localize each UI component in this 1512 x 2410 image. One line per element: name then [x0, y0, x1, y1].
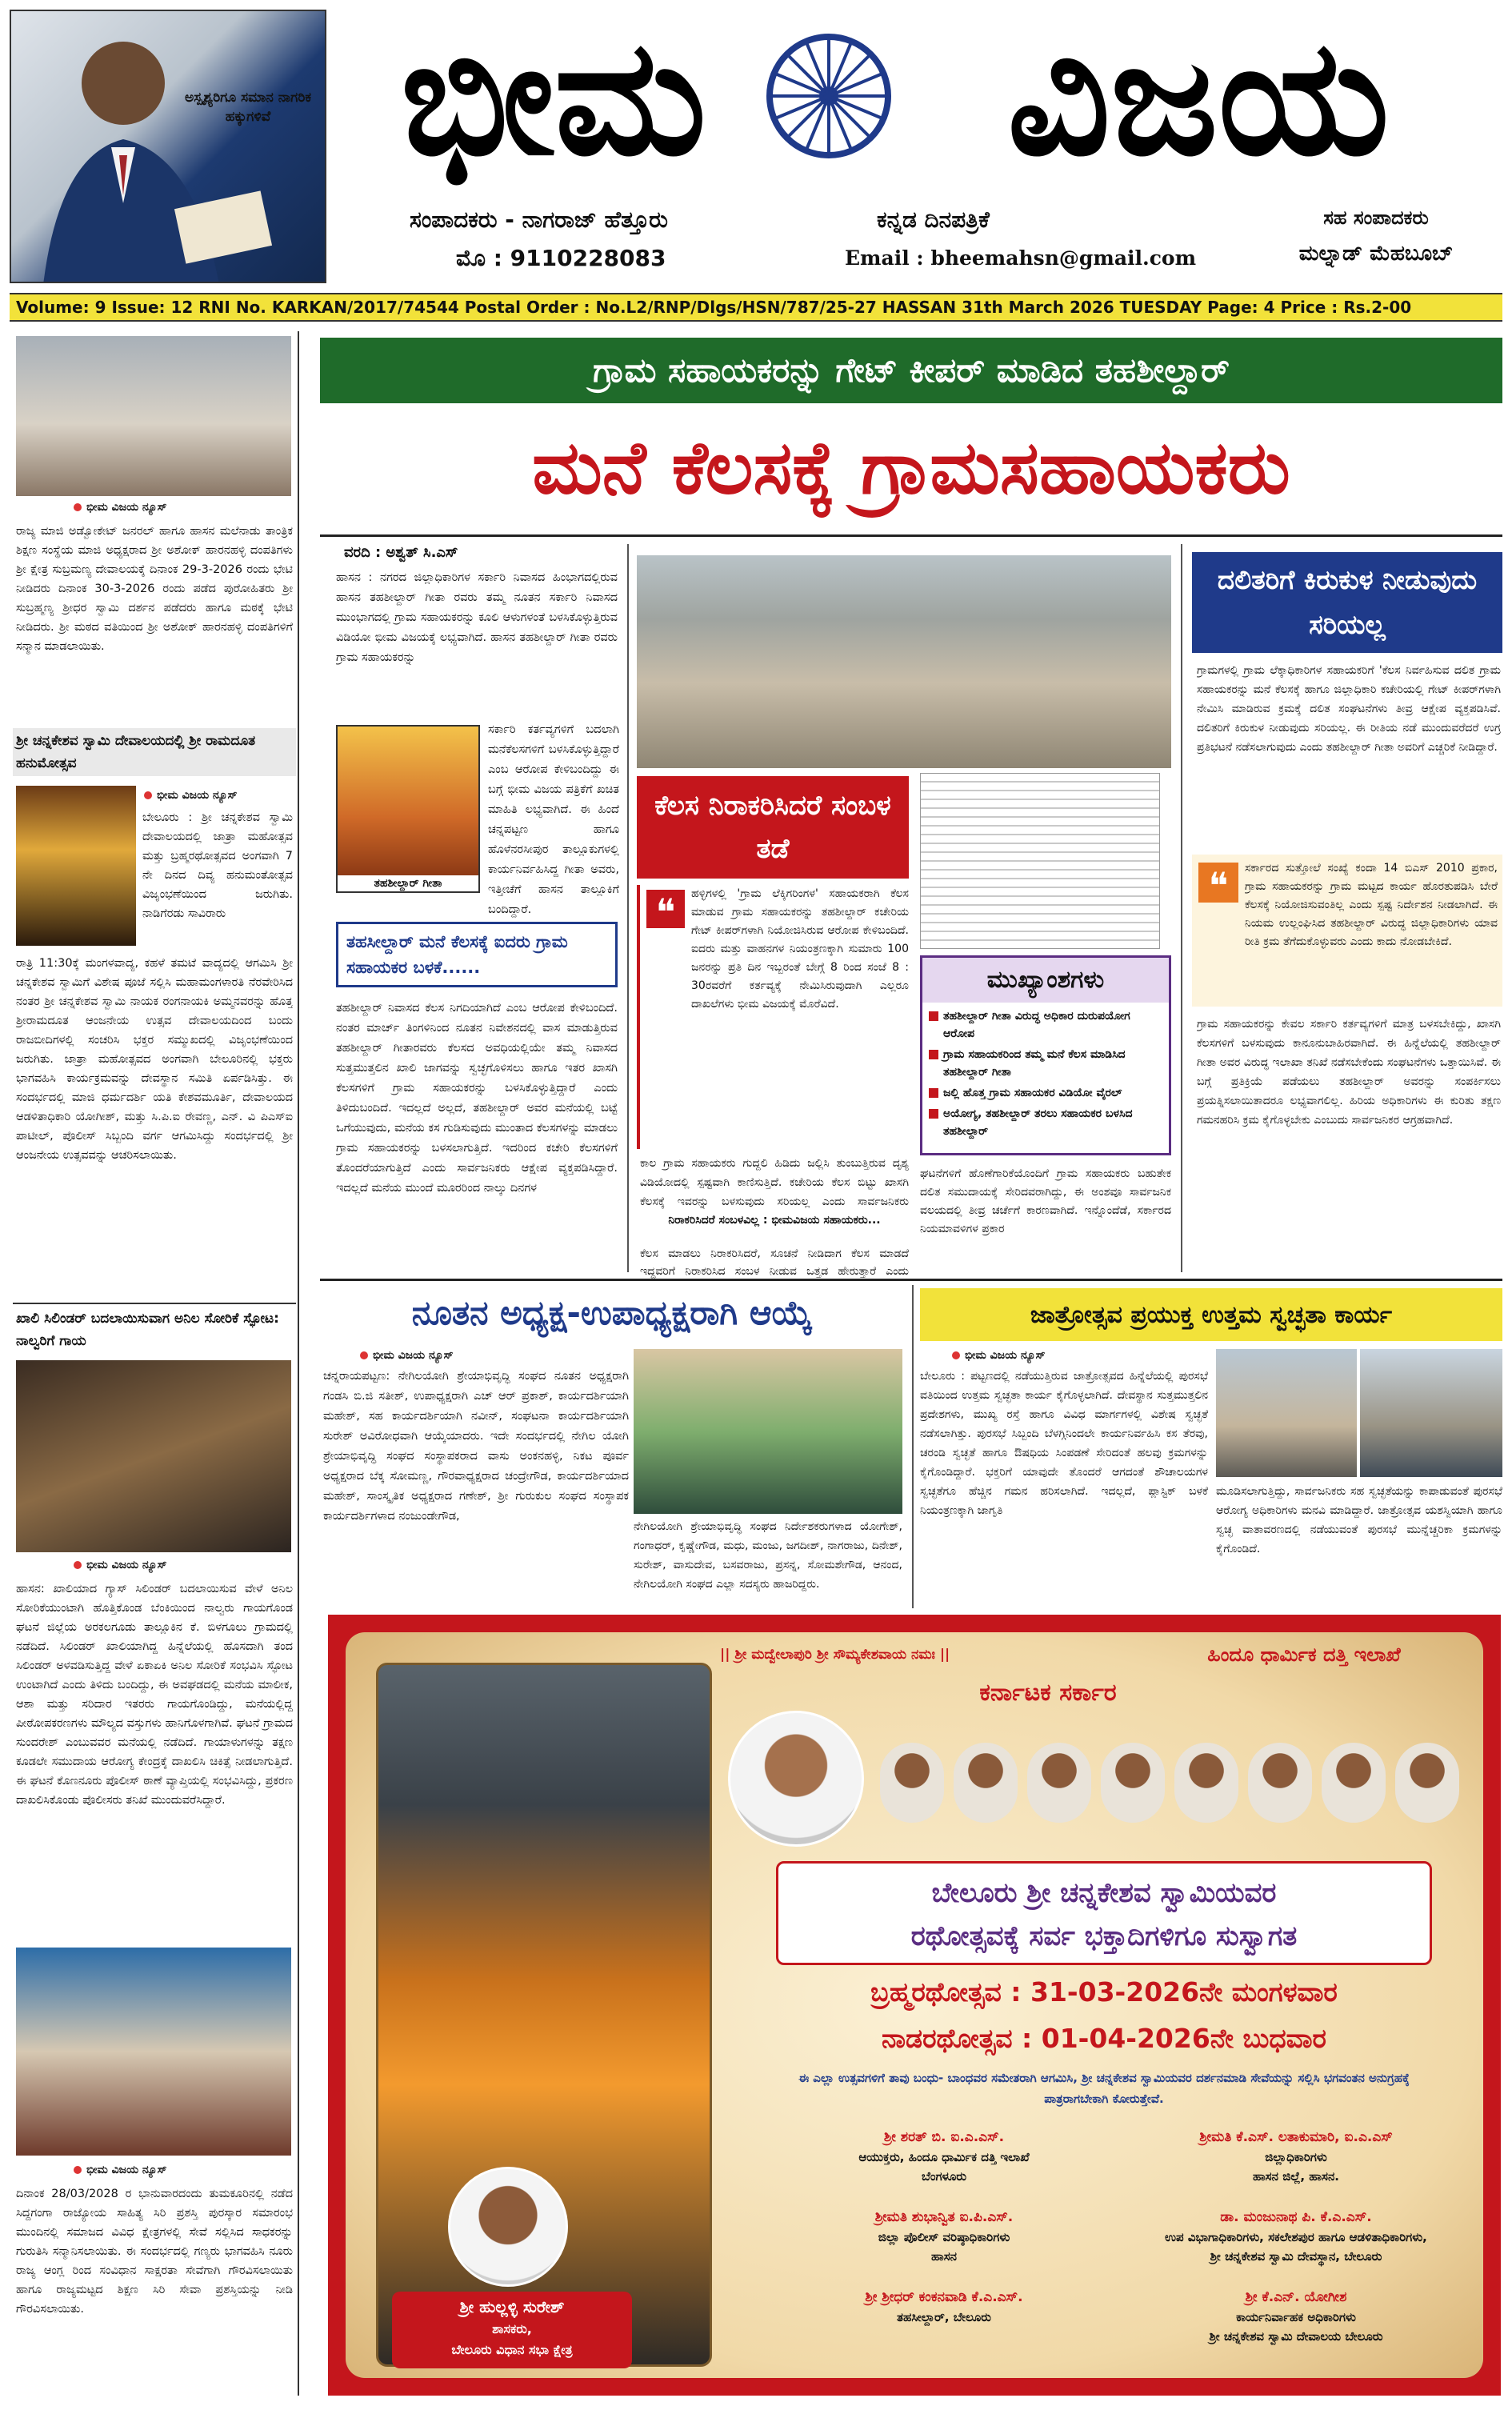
mla-name: ಶ್ರೀ ಹುಲ್ಲಳ್ಳಿ ಸುರೇಶ್	[459, 2297, 565, 2316]
lead-sub-box-text: ತಹಸೀಲ್ದಾರ್ ಮನೆ ಕೆಲಸಕ್ಕೆ ಐದರು ಗ್ರಾಮ ಸಹಾಯಕರ ಬಳಕೆ......	[346, 932, 568, 977]
left-story2-intro: ಬೇಲೂರು : ಶ್ರೀ ಚನ್ನಕೇಶವ ಸ್ವಾಮಿ ದೇವಾಲಯದಲ್ಲಿ ಜಾತ್ರಾ ಮಹೋತ್ಸವ ಮತ್ತು ಬ್ರಹ್ಮರಥೋತ್ಸವದ ಅಂಗವಾಗಿ 7 ನೇ ದಿನದ ದಿವ್ಯ ಹನುಮಂತೋತ್ಸವ ವಿಜೃಂಭಣೆಯಿಂದ ಜರುಗಿತು. ನಾಡಿಗೆರಡು ಸಾವಿರಾರು	[142, 811, 293, 920]
news-dot-icon	[952, 1351, 960, 1359]
column-rule-1	[627, 544, 629, 1272]
official-2	[1128, 2127, 1464, 2186]
news-dot-icon	[74, 2166, 82, 2174]
co-editor-label: ಸಹ ಸಂಪಾದಕರು	[1323, 206, 1429, 229]
chief-minister-portrait	[728, 1711, 864, 1847]
right-text: ಗ್ರಾಮಗಳಲ್ಲಿ ಗ್ರಾಮ ಲೆಕ್ಕಾಧಿಕಾರಿಗಳ ಸಹಾಯಕರಿಗೆ 'ಕೆಲಸ ನಿರ್ವಹಿಸುವ ದಲಿತ ಗ್ರಾಮ ಸಹಾಯಕರನ್ನು ಮನೆ ಕೆಲಸಕ್ಕೆ ಹಾಗೂ ಜಿಲ್ಲಾಧಿಕಾರಿ ಕಚೇರಿಯಲ್ಲಿ ಗೇಟ್ ಕೀಪರ್‌ಗಳಾಗಿ ನೇಮಿಸಿ ಮಾಡಿರುವ ಕ್ರಮಕ್ಕೆ ದಲಿತ ಸಂಘಟನೆಗಳು ತೀವ್ರ ಆಕ್ಷೇಪ ವ್ಯಕ್ತಪಡಿಸಿವೆ. ದಲಿತರಿಗೆ ಕಿರುಕುಳ ನೀಡುವುದು ಸರಿಯಲ್ಲ. ಈ ರೀತಿಯ ನಡೆ ಮುಂದುವರೆದರೆ ಉಗ್ರ ಪ್ರತಿಭಟನೆ ನಡೆಸಲಾಗುವುದು ಎಂದು ತಹಶೀಲ್ದಾರ್ ಗೀತಾ ಅವರಿಗೆ ಎಚ್ಚರಿಕೆ ನೀಡಿದ್ದಾರೆ.	[1197, 664, 1501, 754]
workers-video-photo	[637, 555, 1171, 768]
minister-portrait	[1174, 1743, 1238, 1823]
official-place: ಬೆಂಗಳೂರು	[921, 2169, 967, 2184]
official-5	[776, 2287, 1112, 2327]
dalit-box	[1192, 552, 1502, 653]
lead-byline: ವರದಿ : ಅಶ್ವತ್ ಸಿ.ಎಸ್	[344, 544, 458, 561]
news-tag-label: ಭೀಮ ವಿಜಯ ನ್ಯೂಸ್	[86, 1559, 167, 1571]
official-place: ಶ್ರೀ ಚನ್ನಕೇಶವ ಸ್ವಾಮಿ ದೇವಸ್ಥಾನ, ಬೇಲೂರು	[1210, 2249, 1382, 2264]
lead-intro: ಹಾಸನ : ನಗರದ ಜಿಲ್ಲಾಧಿಕಾರಿಗಳ ಸರ್ಕಾರಿ ನಿವಾಸದ ಹಿಂಭಾಗದಲ್ಲಿರುವ ಹಾಸನ ತಹಶೀಲ್ದಾರ್ ಗೀತಾ ರವರು ತಮ್ಮ ನೂತನ ಸರ್ಕಾರಿ ನಿವಾಸದ ಮುಂಭಾಗದಲ್ಲಿ ಗ್ರಾಮ ಸಹಾಯಕರನ್ನು ಕೂಲಿ ಆಳುಗಳಂತೆ ಬಳಸಿಕೊಳ್ಳುತ್ತಿರುವ ವಿಡಿಯೋ ಭೀಮ ವಿಜಯಕ್ಕೆ ಲಭ್ಯವಾಗಿದೆ. ಹಾಸನ ತಹಶೀಲ್ದಾರ್ ಗೀತಾ ರವರು ಗ್ರಾಮ ಸಹಾಯಕರನ್ನು	[336, 571, 618, 664]
left-story1-text: ರಾಜ್ಯ ಮಾಜಿ ಅಡ್ವೋಕೇಟ್ ಜನರಲ್ ಹಾಗೂ ಹಾಸನ ಮಲೆನಾಡು ತಾಂತ್ರಿಕ ಶಿಕ್ಷಣ ಸಂಸ್ಥೆಯ ಮಾಜಿ ಅಧ್ಯಕ್ಷರಾದ ಶ್ರೀ ಅಶೋಕ್ ಹಾರನಹಳ್ಳಿ ದಂಪತಿಗಳು ಶ್ರೀ ಕ್ಷೇತ್ರ ಸುಬ್ರಮಣ್ಯ ದೇವಾಲಯಕ್ಕೆ ದಿನಾಂಕ 29-3-2026 ರಂದು ಭೇಟಿ ನೀಡಿದರು ದಿನಾಂಕ 30-3-2026 ರಂದು ಪಡೆದ ಪುರೋಹಿತರು ಶ್ರೀ ಸುಬ್ರಹ್ಮಣ್ಯ ಶ್ರೀಧರ ಸ್ವಾಮಿ ದರ್ಶನ ಪಡೆದರು ಹಾಗೂ ಮಠಕ್ಕೆ ಭೇಟಿ ನೀಡಿದರು. ಶ್ರೀ ಮಠದ ವತಿಯಿಂದ ಶ್ರೀ ಅಶೋಕ್ ಹಾರನಹಳ್ಳಿ ದಂಪತಿಗಳಿಗೆ ಸನ್ಮಾನ ಮಾಡಲಾಯಿತು.	[16, 525, 293, 653]
left-story3-text: ಹಾಸನ: ಖಾಲಿಯಾದ ಗ್ಯಾಸ್ ಸಿಲಿಂಡರ್ ಬದಲಾಯಿಸುವ ವೇಳೆ ಅನಿಲ ಸೋರಿಕೆಯುಂಟಾಗಿ ಹೊತ್ತಿಕೊಂಡ ಬೆಂಕಿಯಿಂದ ನಾಲ್ವರು ಗಾಯಗೊಂಡ ಘಟನೆ ಜಿಲ್ಲೆಯ ಅರಕಲಗೂಡು ತಾಲ್ಲೂಕಿನ ಕೆ. ಬಿಳಗೂಲು ಗ್ರಾಮದಲ್ಲಿ ನಡೆದಿದೆ. ಸಿಲಿಂಡರ್ ಖಾಲಿಯಾಗಿದ್ದ ಹಿನ್ನೆಲೆಯಲ್ಲಿ ಹೊಸದಾಗಿ ತಂದ ಸಿಲಿಂಡರ್ ಅಳವಡಿಸುತ್ತಿದ್ದ ವೇಳೆ ಏಕಾಏಕಿ ಅನಿಲ ಸೋರಿಕೆ ಸಂಭವಿಸಿ ಸ್ಫೋಟ ಉಂಟಾಗಿದೆ ಎಂದು ತಿಳಿದು ಬಂದಿದ್ದು, ಈ ಅವಘಡದಲ್ಲಿ ಮನೆಯ ಮಾಲೀಕ, ಆಶಾ ಮತ್ತು ಸರಿದಾರ ಇತರರು ಗಾಯಗೊಂಡಿದ್ದು, ಮನೆಯಲ್ಲಿದ್ದ ಪೀಠೋಪಕರಣಗಳು ಮೌಲ್ಯದ ವಸ್ತುಗಳು ಹಾನಿಗೊಳಗಾಗಿವೆ. ಘಟನೆ ಗ್ರಾಮದ ಸುಂದರೇಶ್ ಎಂಬುವವರ ಮನೆಯಲ್ಲಿ ನಡೆದಿದೆ. ಗಾಯಾಳುಗಳನ್ನು ತಕ್ಷಣ ಕೂಡಲೇ ಸಮುದಾಯ ಆರೋಗ್ಯ ಕೇಂದ್ರಕ್ಕೆ ದಾಖಲಿಸಿ ಚಿಕಿತ್ಸೆ ನೀಡಲಾಗುತ್ತಿದೆ. ಈ ಘಟನೆ ಕೊಣನೂರು ಪೊಲೀಸ್ ಠಾಣೆ ವ್ಯಾಪ್ತಿಯಲ್ಲಿ ಸಂಭವಿಸಿದ್ದು, ಪ್ರಕರಣ ದಾಖಲಿಸಿಕೊಂಡು ಪೊಲೀಸರು ತನಿಖೆ ಮುಂದುವರೆಸಿದ್ದಾರೆ.	[16, 1583, 293, 1807]
cylinder-blast-photo	[16, 1360, 291, 1552]
ad-department: ಹಿಂದೂ ಧಾರ್ಮಿಕ ದತ್ತಿ ಇಲಾಖೆ	[1207, 1643, 1401, 1666]
minister-portrait	[954, 1743, 1018, 1823]
official-role: ತಹಸೀಲ್ದಾರ್, ಬೇಲೂರು	[897, 2310, 991, 2324]
editor-line: ಸಂಪಾದಕರು - ನಾಗರಾಜ್ ಹೆತ್ತೂರು	[410, 206, 668, 233]
election-group-photo	[634, 1349, 902, 1514]
highlights-box	[920, 955, 1171, 1155]
mid-right-headline: ಜಾತ್ರೋತ್ಸವ ಪ್ರಯುಕ್ತ ಉತ್ತಮ ಸ್ವಚ್ಛತಾ ಕಾರ್ಯ	[1030, 1300, 1393, 1329]
official-name: ಶ್ರೀಮತಿ ಶುಭಾನ್ವಿತ ಐ.ಪಿ.ಎಸ್.	[874, 2209, 1014, 2225]
official-role: ಉಪ ವಿಭಾಗಾಧಿಕಾರಿಗಳು, ಸಕಲೇಶಪುರ ಹಾಗೂ ಆಡಳಿತಾಧಿಕಾರಿಗಳು,	[1165, 2230, 1427, 2244]
temple-ad	[328, 1615, 1501, 2396]
official-role: ಆಯುಕ್ತರು, ಹಿಂದೂ ಧಾರ್ಮಿಕ ದತ್ತಿ ಇಲಾಖೆ	[858, 2150, 1030, 2164]
minister-portrait	[880, 1743, 944, 1823]
cleanliness-photo-1	[1216, 1349, 1357, 1477]
ambedkar-portrait	[10, 10, 326, 283]
ad-welcome-box	[776, 1861, 1432, 1965]
left-story3-headline: ಖಾಲಿ ಸಿಲಿಂಡರ್ ಬದಲಾಯಿಸುವಾಗ ಅನಿಲ ಸೋರಿಕೆ ಸ್ಫೋಟ: ನಾಲ್ವರಿಗೆ ಗಾಯ	[13, 1303, 296, 1355]
official-3	[776, 2207, 1112, 2266]
left-story4-text: ದಿನಾಂಕ 28/03/2028 ರ ಭಾನುವಾರದಂದು ತುಮಕೂರಿನಲ್ಲಿ ನಡೆದ ಸಿದ್ದಗಂಗಾ ರಾಜ್ಯೋಯ ಸಾಹಿತ್ಯ ಸಿರಿ ಪ್ರಶಸ್ತಿ ಪುರಸ್ಕಾರ ಸಮಾರಂಭ ಮುಂದಿನಲ್ಲಿ ಸಮಾಜದ ವಿವಿಧ ಕ್ಷೇತ್ರಗಳಲ್ಲಿ ಸೇವೆ ಸಲ್ಲಿಸಿದ ಸಾಧಕರನ್ನು ಗುರುತಿಸಿ ಸನ್ಮಾನಿಸಲಾಯಿತು. ಈ ಸಂದರ್ಭದಲ್ಲಿ ಗಣ್ಯರು ಭಾಗವಹಿಸಿ ನೂರು ರಾಜ್ಯ ಆಂಗ್ಲ ರಿಂದ ಸಂವಿಧಾನ ಸಾಕ್ಷರತಾ ಸೇವೆಗಾಗಿ ಗೌರವಿಸಲಾಯಿತು ಹಾಗೂ ರಾಜ್ಯಮಟ್ಟದ ಶಿಕ್ಷಣ ಸಿರಿ ಸೇವಾ ಪ್ರಶಸ್ತಿಯನ್ನು ನೀಡಿ ಗೌರವಿಸಲಾಯಿತು.	[16, 2188, 293, 2316]
ad-invocation: || ಶ್ರೀ ಮದ್ವೇಲಾಪುರಿ ಶ್ರೀ ಸೌಮ್ಯಕೇಶವಾಯ ನಮಃ ||	[720, 1647, 950, 1663]
work-refusal-box	[637, 776, 909, 879]
quote-text: ಹಳ್ಳಿಗಳಲ್ಲಿ 'ಗ್ರಾಮ ಲೆಕ್ಕಿಗರಿಂಗಳ' ಸಹಾಯಕರಾಗಿ ಕೆಲಸ ಮಾಡುವ ಗ್ರಾಮ ಸಹಾಯಕರನ್ನು ತಹಶೀಲ್ದಾರ್ ಕಚೇರಿಯ ಗೇಟ್ ಕೀಪರ್‌ಗಳಾಗಿ ನಿಯೋಜಿಸಿರುವ ಆರೋಪ ಕೇಳಿಬಂದಿದೆ. ಐದರು ಮತ್ತು ವಾಹನಗಳ ನಿಯಂತ್ರಣಕ್ಕಾಗಿ ಸುಮಾರು 100 ಜನರನ್ನು ಪ್ರತಿ ದಿನ ಇಬ್ಬರಂತೆ ಬೇಗ್ಗೆ 8 ರಿಂದ ಸಂಜೆ 8 : 30ರವರೆಗೆ ಕರ್ತವ್ಯಕ್ಕೆ ನೇಮಿಸಿರುವುದಾಗಿ ಎಲ್ಲರೂ ದಾಖಲೆಗಳು ಭೀಮ ವಿಜಯಕ್ಕೆ ಮೊರೆವಿದೆ.	[691, 887, 909, 1011]
news-dot-icon	[74, 503, 82, 511]
mla-caption	[392, 2292, 632, 2368]
mobile-number: ಮೊ : 9110228083	[456, 245, 666, 271]
highlights-after-text: ಘಟನೆಗಳಿಗೆ ಹೊಣೆಗಾರಿಕೆಯೊಂದಿಗೆ ಗ್ರಾಮ ಸಹಾಯಕರು ಬಹುತೇಕ ದಲಿತ ಸಮುದಾಯಕ್ಕೆ ಸೇರಿದವರಾಗಿದ್ದು, ಈ ಅಂಶವೂ ಸಾರ್ವಜನಿಕ ವಲಯದಲ್ಲಿ ತೀವ್ರ ಚರ್ಚೆಗೆ ಕಾರಣವಾಗಿದೆ. ಇನ್ನೊಂದೆಡೆ, ಸರ್ಕಾರದ ನಿಯಮಾವಳಿಗಳ ಪ್ರಕಾರ	[920, 1167, 1171, 1235]
left-column	[10, 331, 299, 2396]
lead-col-text: ಸರ್ಕಾರಿ ಕರ್ತವ್ಯಗಳಿಗೆ ಬದಲಾಗಿ ಮನೆಕೆಲಸಗಳಿಗೆ ಬಳಸಿಕೊಳ್ಳುತ್ತಿದ್ದಾರೆ ಎಂಬ ಆರೋಪ ಕೇಳಿಬಂದಿದ್ದು ಈ ಬಗ್ಗೆ ಭೀಮ ವಿಜಯ ಪತ್ರಿಕೆಗೆ ಖಚಿತ ಮಾಹಿತಿ ಲಭ್ಯವಾಗಿದೆ. ಈ ಹಿಂದೆ ಚನ್ನಪಟ್ಟಣ ಹಾಗೂ ಹೊಳೆನರಸೀಪುರ ತಾಲ್ಲೂಕುಗಳಲ್ಲಿ ಕಾರ್ಯನಿರ್ವಹಿಸಿದ್ದ ಗೀತಾ ಅವರು, ಇತ್ತೀಚೆಗೆ ಹಾಸನ ತಾಲ್ಲೂಕಿಗೆ ಬಂದಿದ್ದಾರೆ.	[488, 723, 619, 916]
quote-body: ಕಾಲ ಗ್ರಾಮ ಸಹಾಯಕರು ಗುದ್ದಲಿ ಹಿಡಿದು ಜಲ್ಲಿಸಿ ತುಂಬುತ್ತಿರುವ ದೃಶ್ಯ ವಿಡಿಯೋದಲ್ಲಿ ಸ್ಪಷ್ಟವಾಗಿ ಕಾಣಿಸುತ್ತಿದೆ. ಕಚೇರಿಯ ಕೆಲಸ ಬಿಟ್ಟು ಖಾಸಗಿ ಕೆಲಸಕ್ಕೆ ಇವರನ್ನು ಬಳಸುವುದು ಸರಿಯಲ್ಲ ಎಂದು ಸಾರ್ವಜನಿಕರು	[640, 1157, 909, 1208]
news-tag-label: ಭೀಮ ವಿಜಯ ನ್ಯೂಸ್	[86, 2164, 167, 2176]
email-line: Email : bheemahsn@gmail.com	[845, 246, 1197, 270]
tahsildar-photo	[336, 725, 480, 893]
quote-block	[637, 885, 909, 1149]
nadarathotsava-date: ನಾಡರಥೋತ್ಸವ : 01-04-2026ನೇ ಬುಧವಾರ	[882, 2023, 1326, 2054]
red-square-bullet-icon	[929, 1109, 938, 1119]
red-square-bullet-icon	[929, 1088, 938, 1098]
official-6	[1128, 2287, 1464, 2346]
minister-portraits-row	[880, 1743, 1472, 1831]
lead-kicker: ಗ್ರಾಮ ಸಹಾಯಕರನ್ನು ಗೇಟ್ ಕೀಪರ್ ಮಾಡಿದ ತಹಶೀಲ್ದಾರ್	[593, 350, 1230, 390]
left-story2-text: ರಾತ್ರಿ 11:30ಕ್ಕೆ ಮಂಗಳವಾದ್ಯ, ಕಹಳೆ ತಮಟೆ ವಾದ್ಯದಲ್ಲಿ ಆಗಮಿಸಿ ಶ್ರೀ ಚನ್ನಕೇಶವ ಸ್ವಾಮಿಗೆ ವಿಶೇಷ ಪೂಜೆ ಸಲ್ಲಿಸಿ ಮಹಾಮಂಗಳಾರತಿ ನೆರವೇರಿಸಿದ ನಂತರ ಶ್ರೀ ಚನ್ನಕೇಶವ ಸ್ವಾಮಿ ನಾಯಕ ರಂಗನಾಯಕಿ ಅಮ್ಮನವರನ್ನು ಹೊತ್ತ ಶ್ರೀರಾಮದೂತ ಆಂಜನೇಯ ಉತ್ಸವ ದೇವಾಲಯದಿಂದ ಬಂದು ರಾಜಬೀದಿಗಳಲ್ಲಿ ಸಂಚರಿಸಿ ಭಕ್ತರ ಸಮ್ಮುಖದಲ್ಲಿ ವಿಜೃಂಭಣೆಯಿಂದ ಜರುಗಿತು. ಜಾತ್ರಾ ಮಹೋತ್ಸವದ ಅಂಗವಾಗಿ ಬೇಲೂರಿನಲ್ಲಿ ಭಕ್ತರು ಭಾಗವಹಿಸಿ ಕಾರ್ಯಕ್ರಮವನ್ನು ದೇವಸ್ಥಾನ ಸಮಿತಿ ಏರ್ಪಡಿಸಿತ್ತು. ಈ ಸಂದರ್ಭದಲ್ಲಿ ಮಾಜಿ ಧರ್ಮದರ್ಶಿ ಯತಿ ಕೇಶವಮೂರ್ತಿ, ದೇವಾಲಯದ ಆಡಳಿತಾಧಿಕಾರಿ ಯೋಗೀಶ್, ಮತ್ತು ಸಿ.ಪಿ.ಐ ರೇವಣ್ಣ, ಎನ್. ವಿ ಪಿಎಸ್‌ಐ ಪಾಟೀಲ್, ಪೊಲೀಸ್ ಸಿಬ್ಬಂದಿ ವರ್ಗ ಆಗಮಿಸಿದ್ದು ಸಂದರ್ಭದಲ್ಲಿ ಶ್ರೀ ಆಂಜನೇಯ ಉತ್ಸವವನ್ನು ಆಚರಿಸಲಾಯಿತು.	[16, 957, 293, 1162]
ad-welcome-line2: ರಥೋತ್ಸವಕ್ಕೆ ಸರ್ವ ಭಕ್ತಾದಿಗಳಿಗೂ ಸುಸ್ವಾಗತ	[910, 1920, 1298, 1952]
minister-portrait	[1395, 1743, 1459, 1823]
left-story3-tag	[74, 1559, 167, 1571]
minister-portrait	[1248, 1743, 1312, 1823]
left-story2-headline: ಶ್ರೀ ಚನ್ನಕೇಶವ ಸ್ವಾಮಿ ದೇವಾಲಯದಲ್ಲಿ ಶ್ರೀ ರಾಮದೂತ ಹನುಮೋತ್ಸವ	[13, 728, 296, 776]
masthead	[0, 0, 1512, 288]
mid-left-text: ಚನ್ನರಾಯಪಟ್ಟಣ: ನೇಗಿಲಯೋಗಿ ಶ್ರೇಯಾಭಿವೃದ್ಧಿ ಸಂಘದ ನೂತನ ಅಧ್ಯಕ್ಷರಾಗಿ ಗಂಡಸಿ ಬಿ.ಜಿ ಸತೀಶ್, ಉಪಾಧ್ಯಕ್ಷರಾಗಿ ಎಚ್ ಆರ್ ಪ್ರಕಾಶ್, ಕಾರ್ಯದರ್ಶಿಯಾಗಿ ಮಹೇಶ್, ಸಹ ಕಾರ್ಯದರ್ಶಿಯಾಗಿ ನವೀನ್, ಸಂಘಟನಾ ಕಾರ್ಯದರ್ಶಿಯಾಗಿ ಸುರೇಶ್ ಅವಿರೋಧವಾಗಿ ಆಯ್ಕೆಯಾದರು. ಇದೇ ಸಂದರ್ಭದಲ್ಲಿ ನೇಗಿಲ ಯೋಗಿ ಶ್ರೇಯಾಭಿವೃದ್ಧಿ ಸಂಘದ ಸಂಸ್ಥಾಪಕರಾದ ವಾಸು ಅಂಕನಹಳ್ಳಿ, ನಿಕಟ ಪೂರ್ವ ಅಧ್ಯಕ್ಷರಾದ ಬೆಕ್ಕ ಸೋಮಣ್ಣ, ಗೌರವಾಧ್ಯಕ್ಷರಾದ ಚಂದ್ರೇಗೌಡ, ಕಾರ್ಯದರ್ಶಿಯಾದ ಮಹೇಶ್, ಸಾಂಸ್ಕೃತಿಕ ಅಧ್ಯಕ್ಷರಾದ ಗಣೇಶ್, ಶ್ರೀ ಗುರುಕುಲ ಸಂಘದ ಸಂಸ್ಥಾಪಕ ಕಾರ್ಯದರ್ಶಿಗಳಾದ ನಂಜುಂಡೇಗೌಡ,	[323, 1370, 629, 1523]
mla-portrait	[448, 2167, 568, 2287]
right-quote-text: ಸರ್ಕಾರದ ಸುತ್ತೋಲೆ ಸಂಖ್ಯೆ ಕಂದಾ 14 ಬಿಎಸ್‌ 2010 ಪ್ರಕಾರ, ಗ್ರಾಮ ಸಹಾಯಕರನ್ನು ಗ್ರಾಮ ಮಟ್ಟದ ಕಾರ್ಯ ಹೊರತುಪಡಿಸಿ ಬೇರೆ ಕೆಲಸಕ್ಕೆ ನಿಯೋಜಿಸುವಂತಿಲ್ಲ ಎಂದು ಸ್ಪಷ್ಟ ನಿರ್ದೇಶನ ನೀಡಲಾಗಿದೆ. ಈ ನಿಯಮ ಉಲ್ಲಂಘಿಸಿದ ತಹಶೀಲ್ದಾರ್ ವಿರುದ್ಧ ಜಿಲ್ಲಾಧಿಕಾರಿಗಳು ಯಾವ ರೀತಿ ಕ್ರಮ ತೆಗೆದುಕೊಳ್ಳುವರು ಎಂದು ಕಾದು ನೋಡಬೇಕಿದೆ.	[1245, 862, 1498, 948]
official-role: ಜಿಲ್ಲಾ ಪೊಲೀಸ್ ವರಿಷ್ಠಾಧಿಕಾರಿಗಳು	[878, 2230, 1010, 2244]
left-story2-tag	[144, 789, 238, 802]
temple-visit-photo	[16, 336, 291, 496]
co-editor-name: ಮಲ್ನಾಡ್ ಮೆಹಬೂಬ್	[1298, 242, 1454, 266]
mid-right-tag	[952, 1349, 1046, 1362]
portrait-caption: ಅಸ್ಪೃಶ್ಯರಿಗೂ ಸಮಾನ ನಾಗರಿಕ ಹಕ್ಕುಗಳಿವೆ	[185, 90, 311, 125]
masthead-title-left: ಭೀಮ	[400, 5, 707, 191]
highlight-item	[929, 1105, 1162, 1140]
document-scan-image	[920, 773, 1160, 949]
official-name: ಡಾ. ಮಂಜುನಾಥ ಪಿ. ಕೆ.ಎ.ಎಸ್.	[1220, 2209, 1372, 2225]
mid-left-tag	[360, 1349, 454, 1362]
highlight-text: ತಹಶೀಲ್ದಾರ್ ಗೀತಾ ವಿರುದ್ಧ ಅಧಿಕಾರ ದುರುಪಯೋಗ ಆರೋಪ	[943, 1010, 1130, 1040]
highlight-text: ಅಯೋಗ್ಯ, ತಹಶೀಲ್ದಾರ್ ತರಲು ಸಹಾಯಕರ ಬಳಸಿದ ತಹಶೀಲ್ದಾರ್	[943, 1107, 1133, 1138]
highlight-item	[929, 1046, 1162, 1081]
brahmarathotsava-date: ಬ್ರಹ್ಮರಥೋತ್ಸವ : 31-03-2026ನೇ ಮಂಗಳವಾರ	[870, 1976, 1338, 2008]
news-dot-icon	[360, 1351, 368, 1359]
quote-mark-icon: ❝	[646, 890, 685, 928]
info-bar	[10, 293, 1502, 322]
official-role: ಜಿಲ್ಲಾಧಿಕಾರಿಗಳು	[1265, 2150, 1327, 2164]
quote-mark-icon: ❝	[1198, 863, 1238, 903]
lead-sub-box	[336, 922, 618, 987]
mid-right-headline-box	[920, 1288, 1502, 1341]
mla-role: ಶಾಸಕರು,	[492, 2321, 532, 2336]
red-square-bullet-icon	[929, 1011, 938, 1021]
note-text: ಕೆಲಸ ಮಾಡಲು ನಿರಾಕರಿಸಿದರೆ, ಸೂಚನೆ ನೀಡಿದಾಗ ಕೆಲಸ ಮಾಡದೆ ಇದ್ದವರಿಗೆ ನಿರಾಕರಿಸಿದ ಸಂಬಳ ನೀಡುವ ಒತ್ತಡ ಹೇರುತ್ತಾರೆ ಎಂದು	[640, 1247, 909, 1278]
mid-left-text2: ನೇಗಿಲಯೋಗಿ ಶ್ರೇಯಾಭಿವೃದ್ಧಿ ಸಂಘದ ನಿರ್ದೇಶಕರುಗಳಾದ ಯೋಗೇಶ್, ಗಂಗಾಧರ್, ಕೃಷ್ಣೇಗೌಡ, ಮಧು, ಮಂಜು, ಜಗದೀಶ್, ನಾಗರಾಜು, ದಿನೇಶ್, ಸುರೇಶ್, ವಾಸುದೇವ, ಬಸವರಾಜು, ಪ್ರಸನ್ನ, ಸೋಮಶೇಗೌಡ, ಆನಂದ, ನೇಗಿಲಯೋಗಿ ಸಂಘದ ಎಲ್ಲಾ ಸದಸ್ಯರು ಹಾಜರಿದ್ದರು.	[634, 1520, 902, 1591]
official-place: ಶ್ರೀ ಚನ್ನಕೇಶವ ಸ್ವಾಮಿ ದೇವಾಲಯ ಬೇಲೂರು	[1209, 2329, 1383, 2344]
left-story1-tag	[74, 501, 167, 514]
red-square-bullet-icon	[929, 1050, 938, 1059]
minister-portrait	[1322, 1743, 1386, 1823]
official-name: ಶ್ರೀ ಶರತ್ ಬಿ. ಐ.ಎ.ಎಸ್.	[883, 2129, 1005, 2145]
lead-headline: ಮನೆ ಕೆಲಸಕ್ಕೆ ಗ್ರಾಮಸಹಾಯಕರು	[532, 425, 1290, 510]
news-dot-icon	[144, 791, 152, 799]
official-place: ಹಾಸನ ಜಿಲ್ಲೆ, ಹಾಸನ.	[1252, 2169, 1340, 2184]
official-place: ಹಾಸನ	[931, 2249, 957, 2264]
official-name: ಶ್ರೀ ಕೆ.ಎನ್. ಯೋಗೀಶ	[1245, 2289, 1347, 2305]
news-tag-label: ಭೀಮ ವಿಜಯ ನ್ಯೂಸ್	[157, 789, 238, 802]
cleanliness-photo-2	[1360, 1349, 1502, 1477]
minister-portrait	[1101, 1743, 1165, 1823]
official-name: ಶ್ರೀಮತಿ ಕೆ.ಎಸ್. ಲತಾಕುಮಾರಿ, ಐ.ಎ.ಎಸ್	[1199, 2129, 1393, 2145]
column-rule-2	[1181, 544, 1182, 1272]
news-dot-icon	[74, 1561, 82, 1569]
highlights-title: ಮುಖ್ಯಾಂಶಗಳು	[922, 958, 1169, 1003]
portrait-figure-icon	[11, 11, 326, 283]
official-name: ಶ್ರೀ ಶ್ರೀಧರ್ ಕಂಕನವಾಡಿ ಕೆ.ಎ.ಎಸ್.	[865, 2289, 1023, 2305]
right-quote-block	[1192, 855, 1502, 1007]
mid-right-text: ಬೇಲೂರು : ಪಟ್ಟಣದಲ್ಲಿ ನಡೆಯುತ್ತಿರುವ ಜಾತ್ರೋತ್ಸವದ ಹಿನ್ನೆಲೆಯಲ್ಲಿ ಪುರಸಭೆ ವತಿಯಿಂದ ಉತ್ತಮ ಸ್ವಚ್ಛತಾ ಕಾರ್ಯ ಕೈಗೊಳ್ಳಲಾಗಿದೆ. ದೇವಸ್ಥಾನ ಸುತ್ತಮುತ್ತಲಿನ ಪ್ರದೇಶಗಳು, ಮುಖ್ಯ ರಸ್ತೆ ಹಾಗೂ ವಿವಿಧ ಮಾರ್ಗಗಳಲ್ಲಿ ವಿಶೇಷ ಸ್ವಚ್ಛತೆ ನಡೆಸಲಾಗಿತ್ತು. ಪುರಸಭೆ ಸಿಬ್ಬಂದಿ ಬೆಳಗ್ಗಿನಿಂದಲೇ ಕಾರ್ಯನಿರ್ವಹಿಸಿ ಕಸ ತೆರವು, ಚರಂಡಿ ಸ್ವಚ್ಛತೆ ಹಾಗೂ ಔಷಧಿಯ ಸಿಂಪಡಣೆ ಸೇರಿದಂತೆ ಹಲವು ಕ್ರಮಗಳನ್ನು ಕೈಗೊಂಡಿದ್ದಾರೆ. ಭಕ್ತರಿಗೆ ಯಾವುದೇ ತೊಂದರೆ ಆಗದಂತೆ ಶೌಚಾಲಯಗಳ ಸ್ವಚ್ಛತೆಗೂ ಹೆಚ್ಚಿನ ಗಮನ ಹರಿಸಲಾಗಿದೆ. ಇದಲ್ಲದೆ, ಪ್ಲಾಸ್ಟಿಕ್ ಬಳಕೆ ನಿಯಂತ್ರಣಕ್ಕಾಗಿ ಜಾಗೃತಿ	[920, 1370, 1208, 1517]
note-line: ನಿರಾಕರಿಸಿದರೆ ಸಂಬಳವಿಲ್ಲ : ಭೀಮವಿಜಯ ಸಹಾಯಕರು...	[668, 1214, 881, 1227]
official-role: ಕಾರ್ಯನಿರ್ವಾಹಕ ಅಧಿಕಾರಿಗಳು	[1236, 2310, 1356, 2324]
mla-constituency: ಬೇಲೂರು ವಿಧಾನ ಸಭಾ ಕ್ಷೇತ್ರ	[451, 2342, 573, 2357]
left-story4-tag	[74, 2164, 167, 2176]
lead-divider	[320, 534, 1502, 537]
dalit-box-text: ದಲಿತರಿಗೆ ಕಿರುಕುಳ ನೀಡುವುದು ಸರಿಯಲ್ಲ	[1217, 564, 1478, 640]
lead-bottom-rule	[320, 1279, 1502, 1281]
official-4	[1128, 2207, 1464, 2266]
mid-left-headline: ನೂತನ ಅಧ್ಯಕ್ಷ-ಉಪಾಧ್ಯಕ್ಷರಾಗಿ ಆಯ್ಕೆ	[411, 1293, 813, 1332]
news-tag-label: ಭೀಮ ವಿಜಯ ನ್ಯೂಸ್	[373, 1349, 454, 1362]
ad-invitation: ಈ ಎಲ್ಲಾ ಉತ್ಸವಗಳಿಗೆ ತಾವು ಬಂಧು- ಬಾಂಧವರ ಸಮೇತರಾಗಿ ಆಗಮಿಸಿ, ಶ್ರೀ ಚನ್ನಕೇಶವ ಸ್ವಾಮಿಯವರ ದರ್ಶನಮಾಡಿ ಸೇವೆಯನ್ನು ಸಲ್ಲಿಸಿ ಭಗವಂತನ ಅನುಗ್ರಹಕ್ಕೆ ಪಾತ್ರರಾಗಬೇಕಾಗಿ ಕೋರುತ್ತೇವೆ.	[798, 2071, 1410, 2106]
temple-deity-photo	[16, 786, 136, 946]
info-bar-text: Volume: 9 Issue: 12 RNI No. KARKAN/2017/74544 Postal Order : No.L2/RNP/Dlgs/HSN/787/25-27 HASSAN 31th March 2026 TUESDAY Page: 4 Price : Rs.2-00	[16, 298, 1412, 317]
kannada-daily-label: ಕನ್ನಡ ದಿನಪತ್ರಿಕೆ	[877, 206, 990, 233]
news-tag-label: ಭೀಮ ವಿಜಯ ನ್ಯೂಸ್	[965, 1349, 1046, 1362]
minister-portrait	[1027, 1743, 1091, 1823]
tahsildar-photo-caption: ತಹಶೀಲ್ದಾರ್ ಗೀತಾ	[338, 875, 478, 891]
right-body: ಗ್ರಾಮ ಸಹಾಯಕರನ್ನು ಕೇವಲ ಸರ್ಕಾರಿ ಕರ್ತವ್ಯಗಳಿಗೆ ಮಾತ್ರ ಬಳಸಬೇಕಿದ್ದು, ಖಾಸಗಿ ಕೆಲಸಗಳಿಗೆ ಬಳಸುವುದು ಕಾನೂನುಬಾಹಿರವಾಗಿದೆ. ಈ ಹಿನ್ನೆಲೆಯಲ್ಲಿ ತಹಶೀಲ್ದಾರ್ ಗೀತಾ ಅವರ ವಿರುದ್ಧ ಇಲಾಖಾ ತನಿಖೆ ನಡೆಸಬೇಕೆಂದು ಸಂಘಟನೆಗಳು ಒತ್ತಾಯಿಸಿವೆ. ಈ ಬಗ್ಗೆ ಪ್ರತಿಕ್ರಿಯೆ ಪಡೆಯಲು ತಹಶೀಲ್ದಾರ್ ಅವರನ್ನು ಸಂಪರ್ಕಿಸಲು ಪ್ರಯತ್ನಿಸಲಾಯಿತಾದರೂ ಲಭ್ಯವಾಗಲಿಲ್ಲ. ಹಿರಿಯ ಅಧಿಕಾರಿಗಳು ಈ ಕುರಿತು ತಕ್ಷಣ ಗಮನಹರಿಸಿ ಕ್ರಮ ಕೈಗೊಳ್ಳಬೇಕು ಎಂಬುದು ಸಾರ್ವಜನಿಕರ ಆಗ್ರಹವಾಗಿದೆ.	[1197, 1018, 1501, 1127]
lead-kicker-band	[320, 338, 1502, 403]
highlight-text: ಗ್ರಾಮ ಸಹಾಯಕರಿಂದ ತಮ್ಮ ಮನೆ ಕೆಲಸ ಮಾಡಿಸಿದ ತಹಶೀಲ್ದಾರ್ ಗೀತಾ	[943, 1048, 1126, 1079]
ashoka-chakra-icon	[765, 32, 893, 160]
masthead-title-right: ವಿಜಯ	[1007, 5, 1390, 191]
ad-government: ಕರ್ನಾಟಕ ಸರ್ಕಾರ	[979, 1679, 1117, 1707]
highlight-item	[929, 1084, 1162, 1102]
work-refusal-text: ಕೆಲಸ ನಿರಾಕರಿಸಿದರೆ ಸಂಬಳ ತಡೆ	[654, 790, 891, 865]
ad-welcome-line1: ಬೇಲೂರು ಶ್ರೀ ಚನ್ನಕೇಶವ ಸ್ವಾಮಿಯವರ	[931, 1877, 1277, 1909]
news-tag-label: ಭೀಮ ವಿಜಯ ನ್ಯೂಸ್	[86, 501, 167, 514]
highlight-text: ಜಲ್ಲಿ ಹೊತ್ತ ಗ್ರಾಮ ಸಹಾಯಕರ ವಿಡಿಯೋ ವೈರಲ್	[943, 1087, 1122, 1099]
lead-body: ತಹಶೀಲ್ದಾರ್ ನಿವಾಸದ ಕೆಲಸ ನಿಗದಿಯಾಗಿದೆ ಎಂಬ ಆರೋಪ ಕೇಳಿಬಂದಿದೆ. ನಂತರ ಮಾರ್ಚ್ ತಿಂಗಳಿನಿಂದ ನೂತನ ನಿವೇಶನದಲ್ಲಿ ವಾಸ ಮಾಡುತ್ತಿರುವ ತಹಶೀಲ್ದಾರ್ ಗೀತಾರವರು ಕೆಲಸದ ಅವಧಿಯಲ್ಲಿಯೇ ತಮ್ಮ ನಿವಾಸದ ಸುತ್ತಮುತ್ತಲಿನ ಖಾಲಿ ಜಾಗವನ್ನು ಸ್ವಚ್ಛಗೊಳಿಸಲು ಹಾಗೂ ಇತರ ಖಾಸಗಿ ಕೆಲಸಗಳಿಗೆ ಗ್ರಾಮ ಸಹಾಯಕರನ್ನು ಬಳಸಿಕೊಳ್ಳುತ್ತಿದ್ದಾರೆ ಎಂದು ತಿಳಿದುಬಂದಿದೆ. ಇದಲ್ಲದೆ ಅಲ್ಲದೆ, ತಹಶೀಲ್ದಾರ್ ಅವರ ಮನೆಯಲ್ಲಿ ಬಟ್ಟೆ ಒಗೆಯುವುದು, ಮನೆಯ ಕಸ ಗುಡಿಸುವುದು ಮುಂತಾದ ಕೆಲಸಗಳನ್ನು ಮಾಡಲು ಗ್ರಾಮ ಸಹಾಯಕರನ್ನು ಬಳಸಲಾಗುತ್ತಿದೆ. ಇದರಿಂದ ಕಚೇರಿ ಕೆಲಸಗಳಿಗೆ ತೊಂದರೆಯಾಗುತ್ತಿದೆ ಎಂದು ಸಾರ್ವಜನಿಕರು ಆಕ್ಷೇಪ ವ್ಯಕ್ತಪಡಿಸಿದ್ದಾರೆ. ಇದಲ್ಲದೆ ಮನೆಯ ಮುಂದೆ ಮೂರರಿಂದ ನಾಲ್ಕು ದಿನಗಳ	[336, 1002, 618, 1195]
award-ceremony-photo	[16, 1948, 291, 2156]
mid-right-text2: ಮೂಡಿಸಲಾಗುತ್ತಿದ್ದು, ಸಾರ್ವಜನಿಕರು ಸಹ ಸ್ವಚ್ಛತೆಯನ್ನು ಕಾಪಾಡುವಂತೆ ಪುರಸಭೆ ಆರೋಗ್ಯ ಅಧಿಕಾರಿಗಳು ಮನವಿ ಮಾಡಿದ್ದಾರೆ. ಜಾತ್ರೋತ್ಸವ ಯಶಸ್ವಿಯಾಗಿ ಹಾಗೂ ಸ್ವಚ್ಛ ವಾತಾವರಣದಲ್ಲಿ ನಡೆಯುವಂತೆ ಪುರಸಭೆ ಮುನ್ನೆಚ್ಚರಿಕಾ ಕ್ರಮಗಳನ್ನು ಕೈಗೊಂಡಿದೆ.	[1216, 1485, 1502, 1555]
highlights-list	[922, 1003, 1169, 1145]
official-1	[776, 2127, 1112, 2186]
highlight-item	[929, 1007, 1162, 1043]
mid-column-rule	[912, 1285, 914, 1608]
